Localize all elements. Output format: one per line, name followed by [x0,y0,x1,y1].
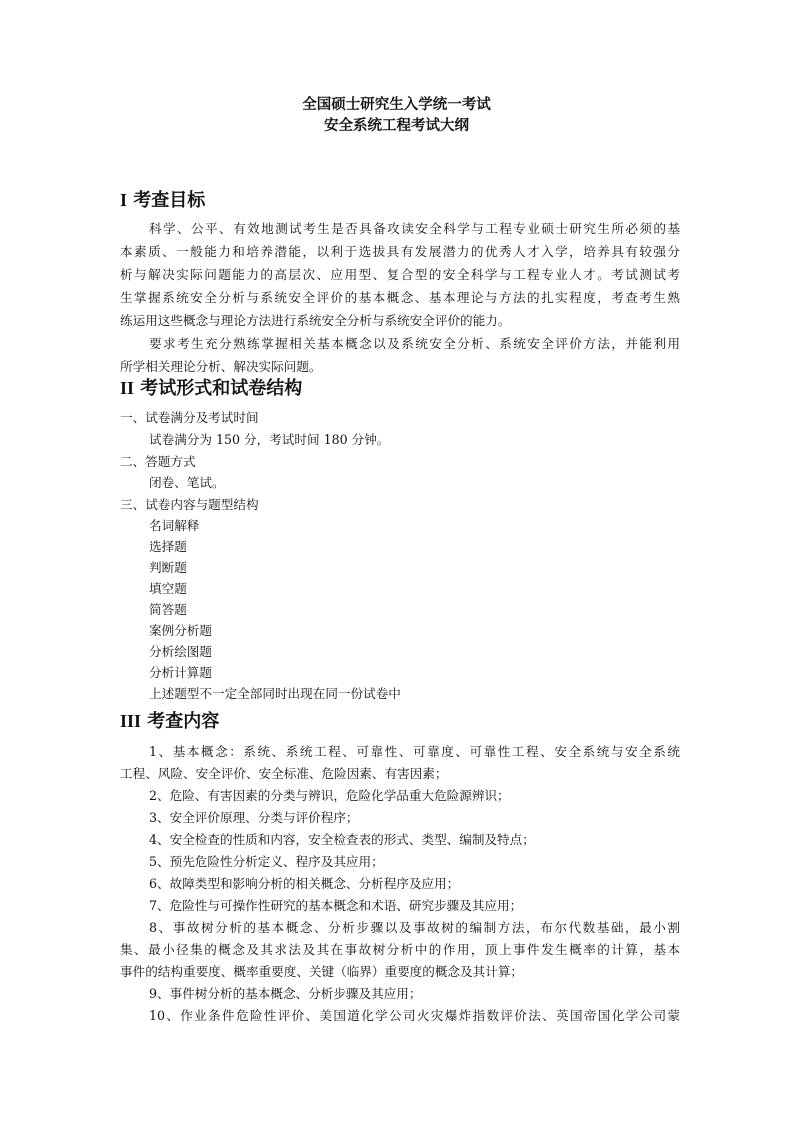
doc-title-line2: 安全系统工程考试大纲 [324,118,469,134]
list-item: 填空题 [149,581,187,596]
paragraph-line: 工程、风险、安全评价、安全标准、危险因素、有害因素； [120,766,448,781]
list-item: 上述题型不一定全部同时出现在同一份试卷中 [149,686,401,701]
paragraph-line: 要求考生充分熟练掌握相关基本概念以及系统安全分析、系统安全评价方法，并能利用 [149,336,680,351]
paragraph-line: 10、作业条件危险性评价、美国道化学公司火灾爆炸指数评价法、英国帝国化学公司蒙 [149,1008,680,1023]
list-item: 简答题 [149,602,187,617]
list-item: 选择题 [149,539,187,554]
paragraph-line: 1、基本概念：系统、系统工程、可靠性、可靠度、可靠性工程、安全系统与安全系统 [149,744,680,759]
list-item: 分析绘图题 [149,644,212,659]
list-item: 名词解释 [149,518,200,533]
paragraph-line: 4、安全检查的性质和内容，安全检查表的形式、类型、编制及特点； [149,832,535,847]
paragraph-line: 事件的结构重要度、概率重要度、关键（临界）重要度的概念及其计算； [120,964,523,979]
section-number: I [120,190,128,210]
paragraph-line: 科学、公平、有效地测试考生是否具备攻读安全科学与工程专业硕士研究生所必须的基 [149,221,680,236]
paragraph-line: 9、事件树分析的基本概念、分析步骤及其应用； [149,986,422,1001]
paragraph-line: 练运用这些概念与理论方法进行系统安全分析与系统安全评价的能力。 [120,313,511,328]
paragraph-line: 5、预先危险性分析定义、程序及其应用； [149,854,384,869]
list-item-heading: 三、试卷内容与题型结构 [120,497,259,512]
paragraph-line: 本素质、一般能力和培养潜能，以利于选拔具有发展潜力的优秀人才入学，培养具有较强分 [120,244,680,259]
section-title: 考查内容 [147,711,220,732]
paragraph-line: 生掌握系统安全分析与系统安全评价的基本概念、基本理论与方法的扎实程度，考查考生熟 [120,290,680,305]
section-number: III [120,711,142,731]
paragraph-line: 3、安全评价原理、分类与评价程序； [149,810,359,825]
section-title: 考试形式和试卷结构 [140,378,303,399]
list-item-heading: 二、答题方式 [120,454,196,469]
section-number: II [120,378,135,398]
paragraph-line: 7、危险性与可操作性研究的基本概念和术语、研究步骤及其应用； [149,898,523,913]
section-heading-3 [120,709,219,734]
section-title: 考查目标 [133,190,206,211]
section-heading-2 [120,376,302,401]
section-heading-1 [120,188,205,213]
paragraph-line: 2、危险、有害因素的分类与辨识，危险化学品重大危险源辨识； [149,788,510,803]
list-item: 闭卷、笔试。 [149,475,225,490]
list-item-heading: 一、试卷满分及考试时间 [120,410,259,425]
list-item: 案例分析题 [149,623,212,638]
list-item: 判断题 [149,560,187,575]
list-item: 试卷满分为 150 分，考试时间 180 分钟。 [149,432,390,447]
paragraph-line: 8、事故树分析的基本概念、分析步骤以及事故树的编制方法，布尔代数基础，最小割 [149,920,680,935]
paragraph-line: 所学相关理论分析、解决实际问题。 [120,359,322,374]
paragraph-line: 析与解决实际问题能力的高层次、应用型、复合型的安全科学与工程专业人才。考试测试考 [120,267,680,282]
paragraph-line: 集、最小径集的概念及其求法及其在事故树分析中的作用，顶上事件发生概率的计算，基本 [120,942,680,957]
list-item: 分析计算题 [149,665,212,680]
doc-title-line1: 全国硕士研究生入学统一考试 [302,97,491,113]
paragraph-line: 6、故障类型和影响分析的相关概念、分析程序及应用； [149,876,460,891]
